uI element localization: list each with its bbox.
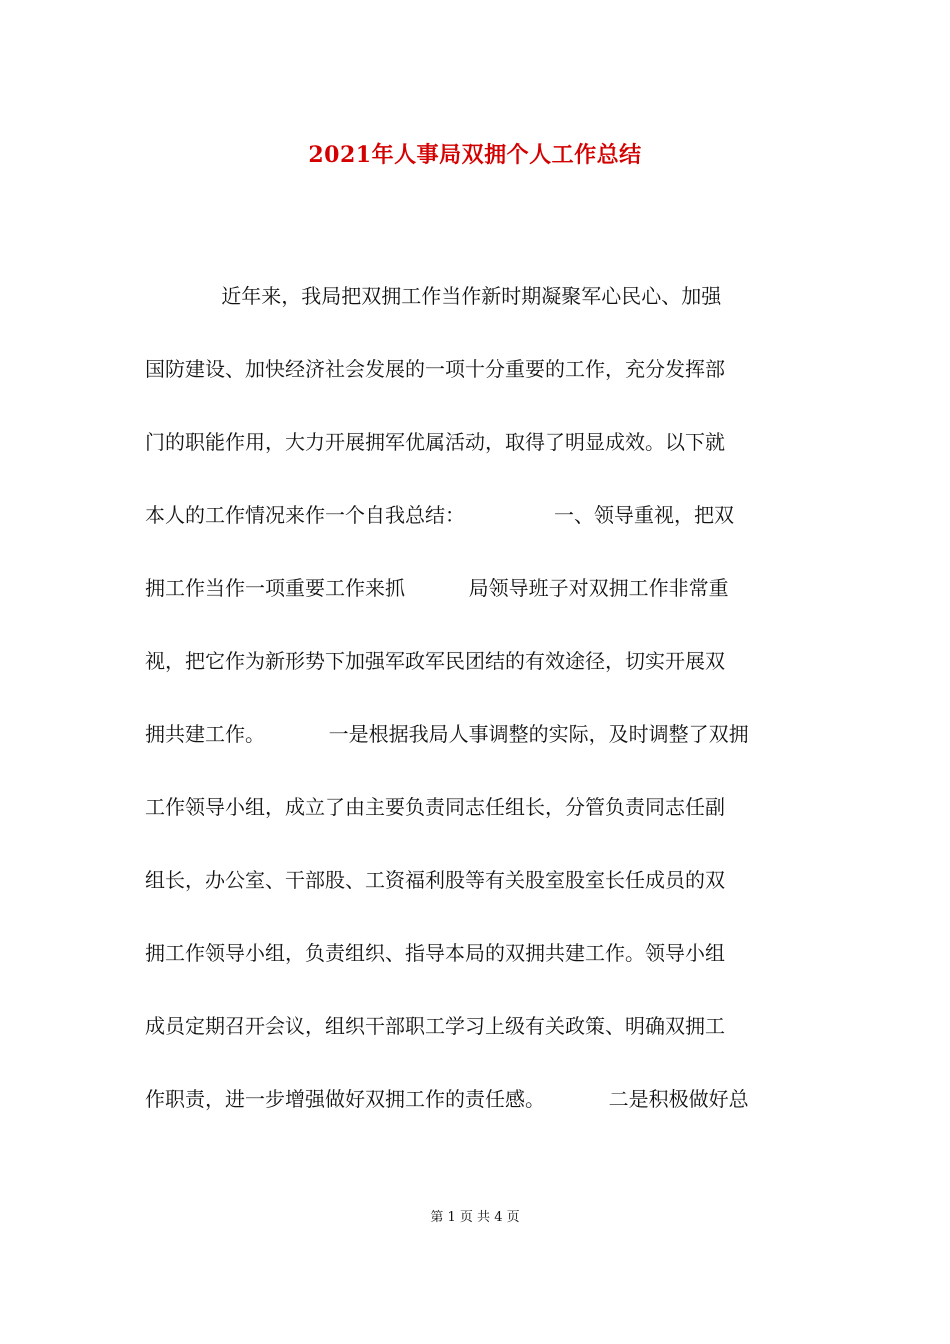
document-body — [145, 280, 810, 1156]
page-footer: 第 1 页 共 4 页 — [430, 1210, 520, 1225]
body-line-6: 视，把它作为新形势下加强军政军民团结的有效途径，切实开展双 — [145, 649, 725, 673]
body-line-3: 门的职能作用，大力开展拥军优属活动，取得了明显成效。以下就 — [145, 430, 725, 454]
body-line-7: 拥共建工作。 一是根据我局人事调整的实际，及时调整了双拥 — [145, 722, 749, 746]
body-line-8: 工作领导小组，成立了由主要负责同志任组长，分管负责同志任副 — [145, 795, 725, 819]
body-line-9: 组长，办公室、干部股、工资福利股等有关股室股室长任成员的双 — [145, 868, 725, 892]
body-line-11: 成员定期召开会议，组织干部职工学习上级有关政策、明确双拥工 — [145, 1014, 725, 1038]
body-line-2: 国防建设、加快经济社会发展的一项十分重要的工作，充分发挥部 — [145, 357, 725, 381]
body-line-1: 近年来，我局把双拥工作当作新时期凝聚军心民心、加强 — [145, 284, 722, 308]
body-line-4: 本人的工作情况来作一个自我总结： 一、领导重视，把双 — [145, 503, 735, 527]
body-line-10: 拥工作领导小组，负责组织、指导本局的双拥共建工作。领导小组 — [145, 941, 725, 965]
document-title: 2021年人事局双拥个人工作总结 — [308, 142, 642, 168]
body-line-5: 拥工作当作一项重要工作来抓 局领导班子对双拥工作非常重 — [145, 576, 729, 600]
body-line-12: 作职责，进一步增强做好双拥工作的责任感。 二是积极做好总 — [145, 1087, 749, 1111]
